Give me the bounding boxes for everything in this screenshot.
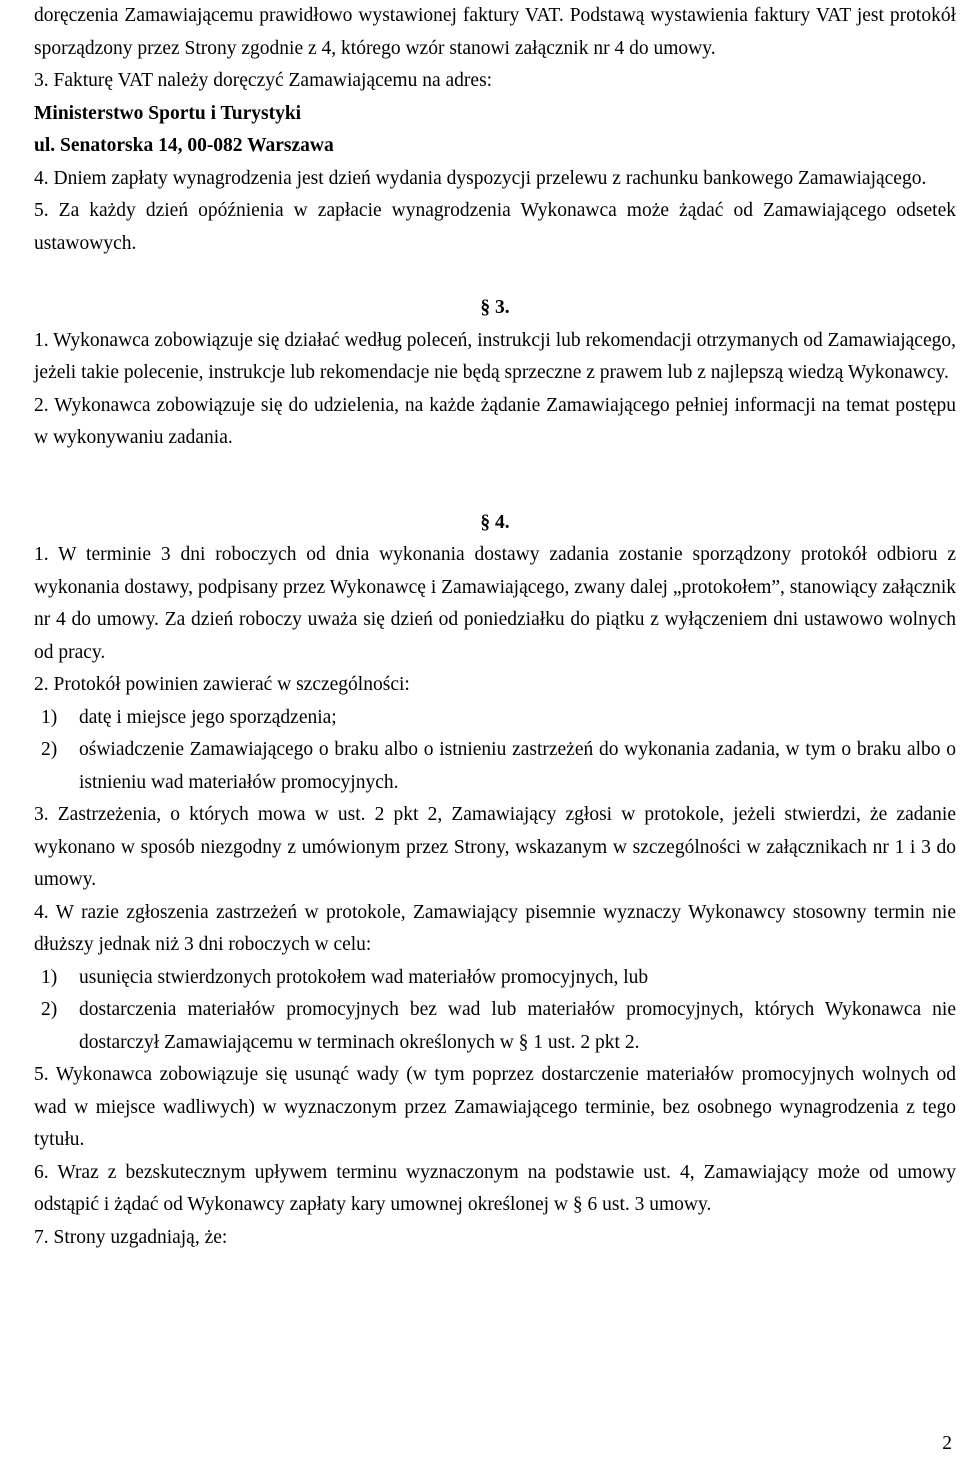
item-label: 2) — [41, 999, 58, 1020]
section4-paragraph-2-item-1 — [34, 702, 956, 735]
section3-paragraph-1: 1. Wykonawca zobowiązuje się działać według poleceń, instrukcji lub rekomendacji otrzymanych od Zamawiającego, jeżeli takie polecenie, instrukcje lub rekomendacje nie będą sprzeczne z prawem lub z najlepszą wiedzą Wykonawcy. — [34, 329, 956, 383]
paragraph-3: 3. Fakturę VAT należy doręczyć Zamawiającemu na adres: — [34, 70, 493, 91]
section4-paragraph-1: 1. W terminie 3 dni roboczych od dnia wykonania dostawy zadania zostanie sporządzony protokół odbioru z wykonania dostawy, podpisany przez Wykonawcę i Zamawiającego, zwany dalej „protokołem”, stanowiący załącznik nr 4 do umowy. Za dzień roboczy uważa się dzień od poniedziałku do piątku z wyłączeniem dni ustawowo wolnych od pracy. — [34, 544, 957, 663]
section4-paragraph-3: 3. Zastrzeżenia, o których mowa w ust. 2 pkt 2, Zamawiający zgłosi w protokole, jeżeli stwierdzi, że zadanie wykonano w sposób niezgodny z umówionym przez Strony, wskazanym w szczególności w załącznikach nr 1 i 3 do umowy. — [34, 804, 956, 890]
section3-paragraph-2: 2. Wykonawca zobowiązuje się do udzielenia, na każde żądanie Zamawiającego pełniej informacji na temat postępu w wykonywaniu zadania. — [34, 394, 956, 448]
section4-paragraph-4-item-2 — [34, 994, 956, 1059]
section4-paragraph-6: 6. Wraz z bezskutecznym upływem terminu wyznaczonym na podstawie ust. 4, Zamawiający może od umowy odstąpić i żądać od Wykonawcy zapłaty kary umownej określonej w § 6 ust. 3 umowy. — [34, 1161, 956, 1215]
paragraph-invoice-basis: doręczenia Zamawiającemu prawidłowo wystawionej faktury VAT. Podstawą wystawienia faktury VAT jest protokół sporządzony przez Strony zgodnie z 4, którego wzór stanowi załącznik nr 4 do umowy. — [34, 5, 956, 59]
item-label: 2) — [41, 739, 58, 760]
item-text: datę i miejsce jego sporządzenia; — [79, 706, 337, 728]
address-line-2: ul. Senatorska 14, 00-082 Warszawa — [34, 135, 334, 156]
section-heading-4: § 4. — [480, 511, 510, 533]
document-page — [34, 0, 956, 1254]
item-label: 1) — [41, 706, 58, 728]
item-text: usunięcia stwierdzonych protokołem wad materiałów promocyjnych, lub — [79, 966, 649, 988]
section4-paragraph-5: 5. Wykonawca zobowiązuje się usunąć wady (w tym poprzez dostarczenie materiałów promocyjnych wolnych od wad w miejsce wadliwych) w wyznaczonym przez Zamawiającego terminie, bez osobnego wynagrodzenia z tego tytułu. — [34, 1064, 956, 1150]
paragraph-4: 4. Dniem zapłaty wynagrodzenia jest dzień wydania dyspozycji przelewu z rachunku bankowego Zamawiającego. — [34, 167, 927, 189]
page-number: 2 — [942, 1433, 952, 1454]
paragraph-5: 5. Za każdy dzień opóźnienia w zapłacie wynagrodzenia Wykonawca może żądać od Zamawiającego odsetek ustawowych. — [34, 200, 956, 254]
item-text: dostarczenia materiałów promocyjnych bez wad lub materiałów promocyjnych, których Wykonawca nie dostarczył Zamawiającemu w terminach określonych w § 1 ust. 2 pkt 2. — [79, 999, 956, 1053]
item-text: oświadczenie Zamawiającego o braku albo o istnieniu zastrzeżeń do wykonania zadania, w tym o braku albo o istnieniu wad materiałów promocyjnych. — [79, 739, 956, 793]
item-label: 1) — [41, 966, 58, 988]
section4-paragraph-4-item-1 — [34, 962, 956, 995]
section-heading-3: § 3. — [480, 297, 510, 318]
section4-paragraph-2: 2. Protokół powinien zawierać w szczególności: — [34, 674, 410, 695]
section4-paragraph-7: 7. Strony uzgadniają, że: — [34, 1226, 228, 1248]
section4-paragraph-4: 4. W razie zgłoszenia zastrzeżeń w protokole, Zamawiający pisemnie wyznaczy Wykonawcy stosowny termin nie dłuższy jednak niż 3 dni roboczych w celu: — [34, 901, 956, 955]
section4-paragraph-2-item-2 — [34, 734, 956, 799]
address-line-1: Ministerstwo Sportu i Turystyki — [34, 102, 302, 124]
